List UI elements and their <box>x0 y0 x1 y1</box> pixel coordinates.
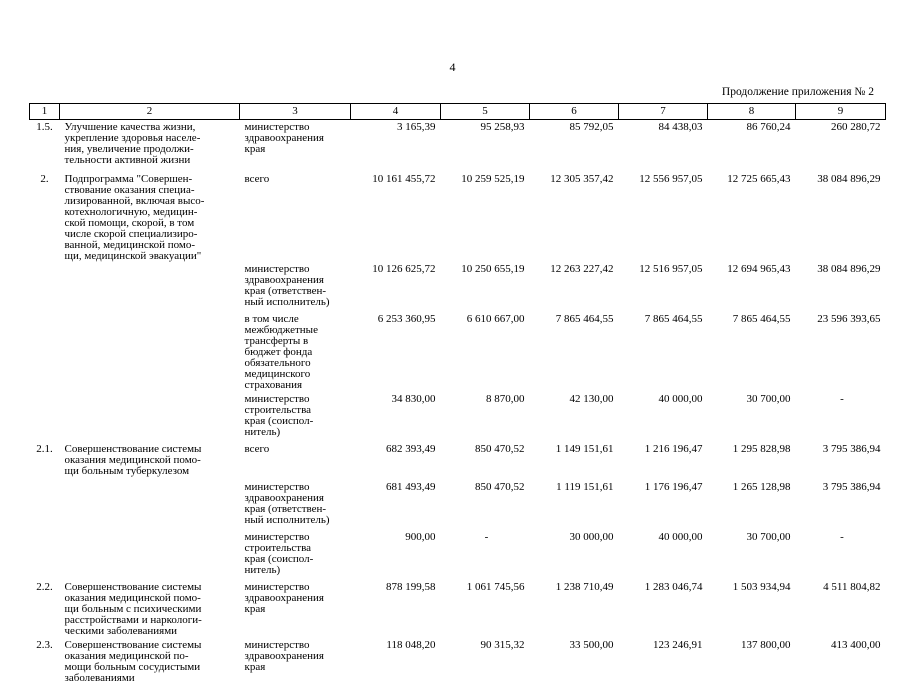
row-title <box>60 480 240 530</box>
value-cell-text: 8 870,00 <box>486 392 525 405</box>
value-cell-text: 260 280,72 <box>831 121 881 133</box>
row-number-text: 2.1. <box>36 442 53 455</box>
row-title-text: Совершенствование системы оказания медицинской помо- щи больным с психическими расстройствами и наркологи- ческими заболеваниями <box>64 580 202 637</box>
value-cell-text: 7 865 464,55 <box>644 312 703 325</box>
row-number-text: 2.2. <box>36 580 53 593</box>
row-executor-text: министерство здравоохранения края <box>244 121 324 155</box>
value-cell-text: 90 315,32 <box>480 638 525 651</box>
row-executor-text: всего <box>244 172 270 185</box>
value-cell-text: 3 795 386,94 <box>822 442 881 455</box>
value-cell <box>351 638 441 688</box>
table-row <box>30 262 886 312</box>
value-cell-text: 40 000,00 <box>658 530 703 543</box>
row-number <box>30 172 60 262</box>
header-cell: 1 <box>30 104 60 120</box>
value-cell <box>708 480 796 530</box>
value-cell-text: 95 258,93 <box>480 121 525 133</box>
value-cell-text: 1 149 151,61 <box>555 442 614 455</box>
table-row <box>30 530 886 580</box>
row-executor <box>240 312 351 392</box>
value-cell <box>351 262 441 312</box>
value-cell <box>708 442 796 480</box>
header-cell: 4 <box>351 104 441 120</box>
value-cell-text: 850 470,52 <box>475 442 525 455</box>
value-cell-text: 118 048,20 <box>386 638 436 651</box>
value-cell <box>441 442 530 480</box>
value-cell-text: 1 176 196,47 <box>644 480 703 493</box>
value-cell <box>619 172 708 262</box>
table-row <box>30 480 886 530</box>
row-title-text: Совершенствование системы оказания медицинской по- мощи больным сосудистыми заболеваниями <box>64 638 202 684</box>
value-cell <box>708 262 796 312</box>
row-number-text: 2. <box>40 172 49 185</box>
value-cell <box>351 172 441 262</box>
row-executor <box>240 442 351 480</box>
value-cell <box>530 120 619 172</box>
value-cell-text: 38 084 896,29 <box>817 262 881 275</box>
row-executor-text: министерство здравоохранения края <box>244 580 324 615</box>
value-cell <box>619 262 708 312</box>
value-cell <box>530 172 619 262</box>
value-cell-text: 7 865 464,55 <box>555 312 614 325</box>
row-executor <box>240 638 351 688</box>
table-row <box>30 312 886 392</box>
value-cell <box>619 442 708 480</box>
value-cell <box>708 638 796 688</box>
row-executor <box>240 120 351 172</box>
row-executor-text: министерство строительства края (соиспол- нитель) <box>244 530 314 576</box>
row-number <box>30 312 60 392</box>
continuation-label: Продолжение приложения № 2 <box>721 86 874 98</box>
value-cell <box>351 480 441 530</box>
row-title-text: Подпрограмма "Совершен- ствование оказания специа- лизированной, включая высо- котехнологичную, медицин- ской помощи, скорой, в том числе скорой специализиро- ванной, медицинской помо- щи, медицинской эвакуации" <box>64 172 205 262</box>
value-cell-text: 10 250 655,19 <box>461 262 525 275</box>
page-number: 4 <box>449 60 456 74</box>
value-cell-text: 12 305 357,42 <box>550 172 614 185</box>
value-cell-text: 10 161 455,72 <box>372 172 436 185</box>
row-executor <box>240 580 351 638</box>
value-cell-text: 10 259 525,19 <box>461 172 525 185</box>
value-cell <box>441 392 530 442</box>
row-title-text: Совершенствование системы оказания медицинской помо- щи больным туберкулезом <box>64 442 202 477</box>
value-cell <box>796 580 886 638</box>
value-cell <box>619 312 708 392</box>
value-cell <box>708 392 796 442</box>
row-executor <box>240 262 351 312</box>
value-cell-text: 12 263 227,42 <box>550 262 614 275</box>
row-number <box>30 580 60 638</box>
value-cell-text: 30 700,00 <box>746 530 791 543</box>
value-cell <box>708 172 796 262</box>
value-cell-text: 1 503 934,94 <box>732 580 791 593</box>
value-cell <box>441 530 530 580</box>
value-cell-text: 23 596 393,65 <box>817 312 881 325</box>
row-executor-text: в том числе межбюджетные трансферты в бюджет фонда обязательного медицинского страхования <box>244 312 318 391</box>
row-executor-text: министерство здравоохранения края (ответствен- ный исполнитель) <box>244 262 330 308</box>
row-title <box>60 442 240 480</box>
value-cell-text: 681 493,49 <box>386 480 436 493</box>
row-executor-text: министерство здравоохранения края <box>244 638 324 673</box>
value-cell <box>530 580 619 638</box>
value-cell-text: 6 610 667,00 <box>466 312 525 325</box>
value-cell <box>530 392 619 442</box>
value-cell <box>441 580 530 638</box>
value-cell <box>530 442 619 480</box>
value-cell <box>708 580 796 638</box>
value-cell <box>708 120 796 172</box>
value-cell <box>619 392 708 442</box>
value-cell <box>351 442 441 480</box>
row-number <box>30 638 60 688</box>
value-cell-text: 84 438,03 <box>658 121 703 133</box>
value-cell <box>530 480 619 530</box>
value-cell <box>796 530 886 580</box>
value-cell-text: - <box>840 392 844 405</box>
value-cell <box>441 120 530 172</box>
budget-table <box>29 103 886 688</box>
row-title <box>60 580 240 638</box>
row-executor <box>240 392 351 442</box>
row-executor-text: всего <box>244 442 270 455</box>
value-cell <box>351 392 441 442</box>
value-cell-text: 1 216 196,47 <box>644 442 703 455</box>
value-cell-text: 4 511 804,82 <box>823 580 881 593</box>
value-cell-text: 137 800,00 <box>741 638 791 651</box>
value-cell-text: 12 694 965,43 <box>727 262 791 275</box>
header-cell: 7 <box>619 104 708 120</box>
value-cell-text: 40 000,00 <box>658 392 703 405</box>
value-cell <box>441 638 530 688</box>
row-executor <box>240 480 351 530</box>
row-number <box>30 530 60 580</box>
table-row <box>30 172 886 262</box>
header-cell: 3 <box>240 104 351 120</box>
value-cell <box>796 312 886 392</box>
row-number-text: 1.5. <box>36 121 53 133</box>
row-number <box>30 262 60 312</box>
value-cell <box>796 262 886 312</box>
value-cell <box>708 530 796 580</box>
table-row <box>30 638 886 688</box>
row-title <box>60 262 240 312</box>
row-executor-text: министерство здравоохранения края (ответствен- ный исполнитель) <box>244 480 330 526</box>
value-cell-text: 85 792,05 <box>569 121 614 133</box>
row-title <box>60 530 240 580</box>
header-row <box>30 104 886 120</box>
table-row <box>30 392 886 442</box>
value-cell-text: 1 265 128,98 <box>732 480 791 493</box>
value-cell <box>441 172 530 262</box>
row-number <box>30 442 60 480</box>
value-cell <box>796 638 886 688</box>
row-title <box>60 392 240 442</box>
value-cell-text: 1 295 828,98 <box>732 442 791 455</box>
value-cell-text: 10 126 625,72 <box>372 262 436 275</box>
value-cell <box>530 312 619 392</box>
table-row <box>30 442 886 480</box>
value-cell-text: 3 795 386,94 <box>822 480 881 493</box>
value-cell-text: 900,00 <box>405 530 436 543</box>
value-cell <box>530 530 619 580</box>
value-cell-text: 33 500,00 <box>569 638 614 651</box>
row-number-text: 2.3. <box>36 638 53 651</box>
row-title-text: Улучшение качества жизни, укрепление здоровья населе- ния, увеличение продолжи- тельности активной жизни <box>64 121 201 166</box>
value-cell-text: 850 470,52 <box>475 480 525 493</box>
row-number <box>30 120 60 172</box>
value-cell <box>796 442 886 480</box>
row-executor <box>240 172 351 262</box>
value-cell-text: 12 725 665,43 <box>727 172 791 185</box>
header-cell: 5 <box>441 104 530 120</box>
value-cell-text: 6 253 360,95 <box>377 312 436 325</box>
value-cell-text: 1 119 151,61 <box>556 480 614 493</box>
value-cell-text: - <box>484 530 489 543</box>
value-cell <box>441 262 530 312</box>
table-row <box>30 580 886 638</box>
value-cell <box>619 120 708 172</box>
value-cell-text: 3 165,39 <box>397 121 436 133</box>
value-cell <box>796 120 886 172</box>
value-cell-text: 1 061 745,56 <box>466 580 525 593</box>
value-cell-text: 413 400,00 <box>831 638 881 651</box>
value-cell-text: 12 556 957,05 <box>639 172 703 185</box>
value-cell <box>351 120 441 172</box>
value-cell-text: - <box>840 530 844 543</box>
row-title <box>60 638 240 688</box>
value-cell <box>530 638 619 688</box>
value-cell-text: 1 238 710,49 <box>555 580 614 593</box>
value-cell-text: 38 084 896,29 <box>817 172 881 185</box>
row-executor <box>240 530 351 580</box>
row-executor-text: министерство строительства края (соиспол- нитель) <box>244 392 314 438</box>
header-cell: 6 <box>530 104 619 120</box>
value-cell <box>619 530 708 580</box>
value-cell <box>796 480 886 530</box>
value-cell <box>351 312 441 392</box>
value-cell-text: 30 000,00 <box>569 530 614 543</box>
value-cell <box>351 580 441 638</box>
value-cell <box>530 262 619 312</box>
table-row <box>30 120 886 172</box>
value-cell-text: 42 130,00 <box>569 392 614 405</box>
row-title <box>60 172 240 262</box>
value-cell <box>708 312 796 392</box>
value-cell <box>796 172 886 262</box>
value-cell <box>796 392 886 442</box>
header-cell: 8 <box>708 104 796 120</box>
value-cell-text: 12 516 957,05 <box>639 262 703 275</box>
row-title <box>60 120 240 172</box>
value-cell <box>619 480 708 530</box>
header-cell: 9 <box>796 104 886 120</box>
row-title <box>60 312 240 392</box>
value-cell <box>619 580 708 638</box>
value-cell-text: 123 246,91 <box>653 638 703 651</box>
value-cell-text: 1 283 046,74 <box>644 580 703 593</box>
value-cell <box>441 312 530 392</box>
value-cell-text: 86 760,24 <box>746 121 791 133</box>
value-cell-text: 34 830,00 <box>391 392 436 405</box>
value-cell <box>441 480 530 530</box>
value-cell-text: 682 393,49 <box>386 442 436 455</box>
value-cell-text: 7 865 464,55 <box>732 312 791 325</box>
value-cell-text: 878 199,58 <box>386 580 436 593</box>
value-cell-text: 30 700,00 <box>746 392 791 405</box>
row-number <box>30 392 60 442</box>
value-cell <box>619 638 708 688</box>
header-cell: 2 <box>60 104 240 120</box>
row-number <box>30 480 60 530</box>
value-cell <box>351 530 441 580</box>
